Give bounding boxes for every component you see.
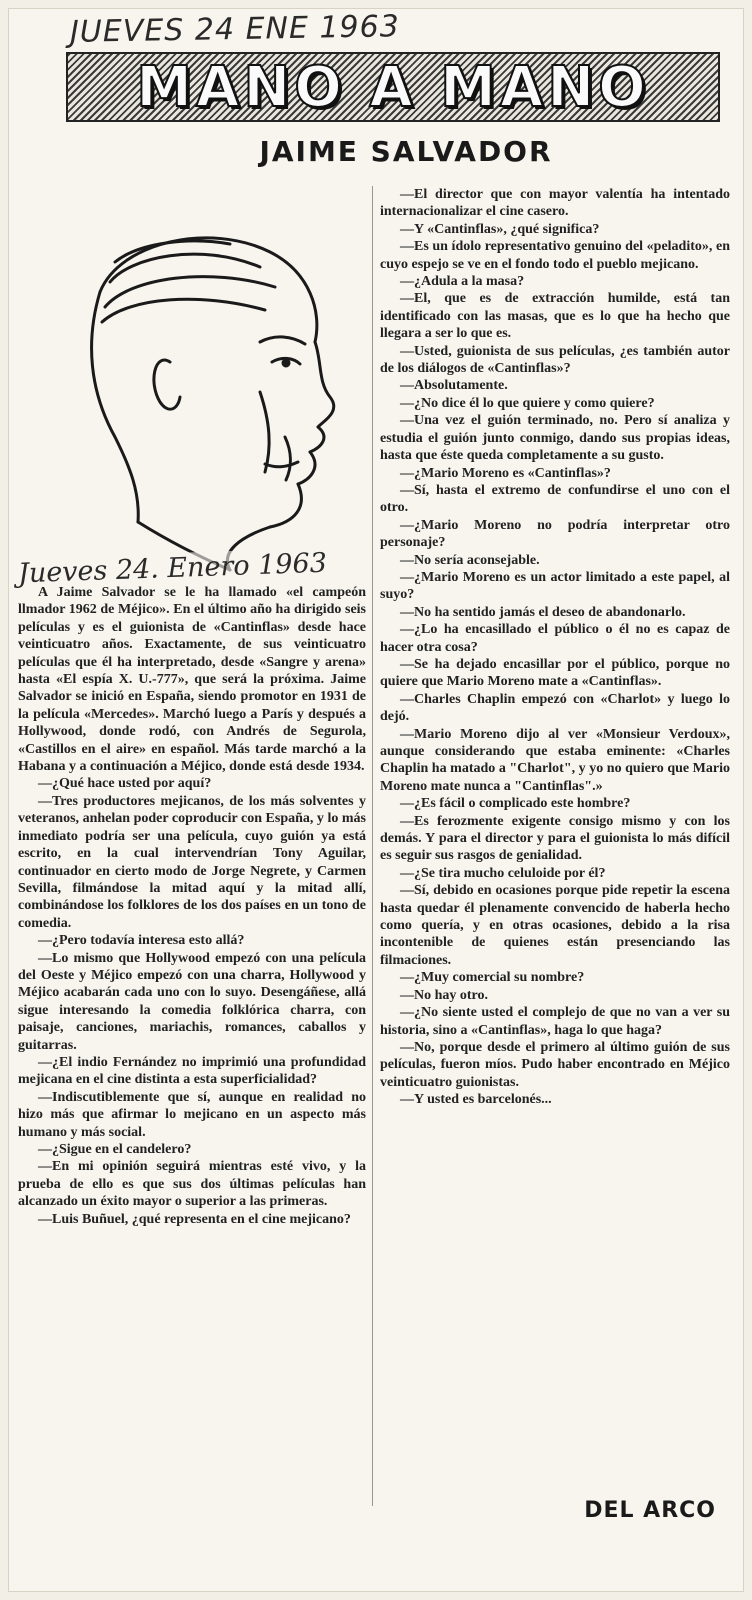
interview-line: —No ha sentido jamás el deseo de abandonarlo. [400,604,686,620]
intro-paragraph: A Jaime Salvador se le ha llamado «el campeón llmador 1962 de Méjico». En el último año ha dirigido seis películas y es el guionista de «Cantinflas» desde hace veinticuatro años. Exactamente, de sus veinticuatro películas que él ha interpretado, desde «Sangre y arena» hasta «El espía X. U.-777», que será la próxima. Jaime Salvador se inició en España, siendo promotor en 1931 de la película «Mercedes». Marchó luego a París y después a Hollywood, donde rodó, con Andrés de Segurola, «Castillos en el aire» en español. Más tarde marchó a la Habana y a continuación a Méjico, donde está desde 1934. [18,585,366,775]
handwritten-date-header: JUEVES 24 ENE 1963 [69,9,401,50]
interview-line: —¿No siente usted el complejo de que no van a ver su historia, sino a «Cantinflas», haga lo que haga? [380,1005,730,1038]
column-divider [372,186,373,1506]
interview-line: —El, que es de extracción humilde, está tan identificado con las masas, que es lo que ha hecho que llegara a ser lo que es. [380,291,730,342]
handwritten-date-caption: Jueves 24. Enero 1963 [17,547,328,590]
headline: MANO A MANO [136,54,650,120]
interview-line: —¿Sigue en el candelero? [38,1142,192,1157]
interview-line: —En mi opinión seguirá mientras esté vivo, y la prueba de ello es que sus dos últimas películas han alcanzado un éxito mayor o superior a las primeras. [18,1159,366,1210]
caricature-portrait [60,222,360,572]
interview-line: —Y «Cantinflas», ¿qué significa? [400,221,600,237]
interview-line: —Indiscutiblemente que sí, aunque en realidad no hizo más que afirmar lo mejicano en un aspecto más humano y más social. [18,1089,366,1140]
interview-line: —Sí, debido en ocasiones porque pide repetir la escena hasta quedar él plenamente convencido de haberla hecho como quería, y en otras ocasiones, debido a la risa incontenible de quienes están presenciando las filmaciones. [380,883,730,968]
interview-line: —Lo mismo que Hollywood empezó con una película del Oeste y Méjico empezó con una charra, Hollywood y Méjico acabarán cada uno con lo suyo. Desengáñese, allá sigue interesando la comedia folklórica charra, con paisaje, canciones, mariachis, romances, caballos y guitarras. [18,950,366,1053]
author-signature: DEL ARCO [584,1498,716,1523]
interview-line: —¿Mario Moreno es «Cantinflas»? [400,465,611,481]
interview-line: —Y usted es barcelonés... [400,1092,552,1108]
interview-line: —¿Es fácil o complicado este hombre? [400,796,631,812]
interview-line: —Tres productores mejicanos, de los más solventes y veteranos, anhelan poder coproducir con España, y lo más inmediato podría ser una película, cuyo guión ya está escrito, en la cual intervendrían Tony Aguilar, continuador en cierto modo de Jorge Negrete, y Carmen Sevilla, filmándose la mitad aquí y la mitad allí, combinándose los folklores de los dos países en un tono de comedia. [18,793,366,931]
interview-line: —No sería aconsejable. [400,552,540,568]
byline: JAIME SALVADOR [259,135,553,168]
interview-line: —Es ferozmente exigente consigo mismo y con los demás. Y para el director y para el guionista lo más difícil es seguir sus rasgos de genialidad. [380,813,730,864]
interview-line: —¿Adula a la masa? [400,274,525,290]
interview-line: —No, porque desde el primero al último guión de sus películas, fueron míos. Pudo haber encontrado en Méjico veinticuatro guionistas. [380,1039,730,1090]
headline-banner [66,52,720,122]
interview-line: —¿Mario Moreno es un actor limitado a este papel, al suyo? [380,569,730,603]
interview-line: —Mario Moreno dijo al ver «Monsieur Verdoux», aunque considerando que estaba eminente: «Charles Chaplin ha matado a "Charlot", y yo no quiero que Mario Moreno mate nunca a "Cantinflas".» [380,726,730,794]
left-column-text [18,584,366,1228]
interview-line: —¿Muy comercial su nombre? [400,970,585,986]
interview-line: —¿Se tira mucho celuloide por él? [400,865,606,881]
interview-line: —Charles Chaplin empezó con «Charlot» y luego lo dejó. [380,691,730,725]
interview-line: —¿Lo ha encasillado el público o él no es capaz de hacer otra cosa? [380,622,730,655]
interview-line: —Absolutamente. [400,378,508,394]
interview-line: —¿Qué hace usted por aquí? [38,776,212,792]
interview-line: —¿Pero todavía interesa esto allá? [38,933,245,949]
interview-line: —Usted, guionista de sus películas, ¿es también autor de los diálogos de «Cantinflas»? [380,343,730,377]
interview-line: —Luis Buñuel, ¿qué representa en el cine mejicano? [38,1211,351,1227]
interview-line: —¿Mario Moreno no podría interpretar otro personaje? [380,517,730,551]
interview-line: —Es un ídolo representativo genuino del «peladito», en cuyo espejo se ve en el fondo todo el pueblo mejicano. [380,239,730,272]
interview-line: —No hay otro. [400,987,489,1003]
interview-line: —Sí, hasta el extremo de confundirse el uno con el otro. [380,482,730,516]
right-column-text [380,186,730,1109]
interview-line: —Se ha dejado encasillar por el público, porque no quiere que Mario Moreno mate a «Cantinflas». [380,656,730,690]
interview-line: —Una vez el guión terminado, no. Pero sí analiza y estudia el guión junto conmigo, dando sus propias ideas, hasta que éste queda completamente a su gusto. [380,413,730,464]
interview-line: —¿El indio Fernández no imprimió una profundidad mejicana en el cine distinta a esta superficialidad? [18,1054,366,1088]
interview-line: —El director que con mayor valentía ha intentado internacionalizar el cine casero. [380,187,730,220]
interview-line: —¿No dice él lo que quiere y como quiere? [400,395,655,411]
